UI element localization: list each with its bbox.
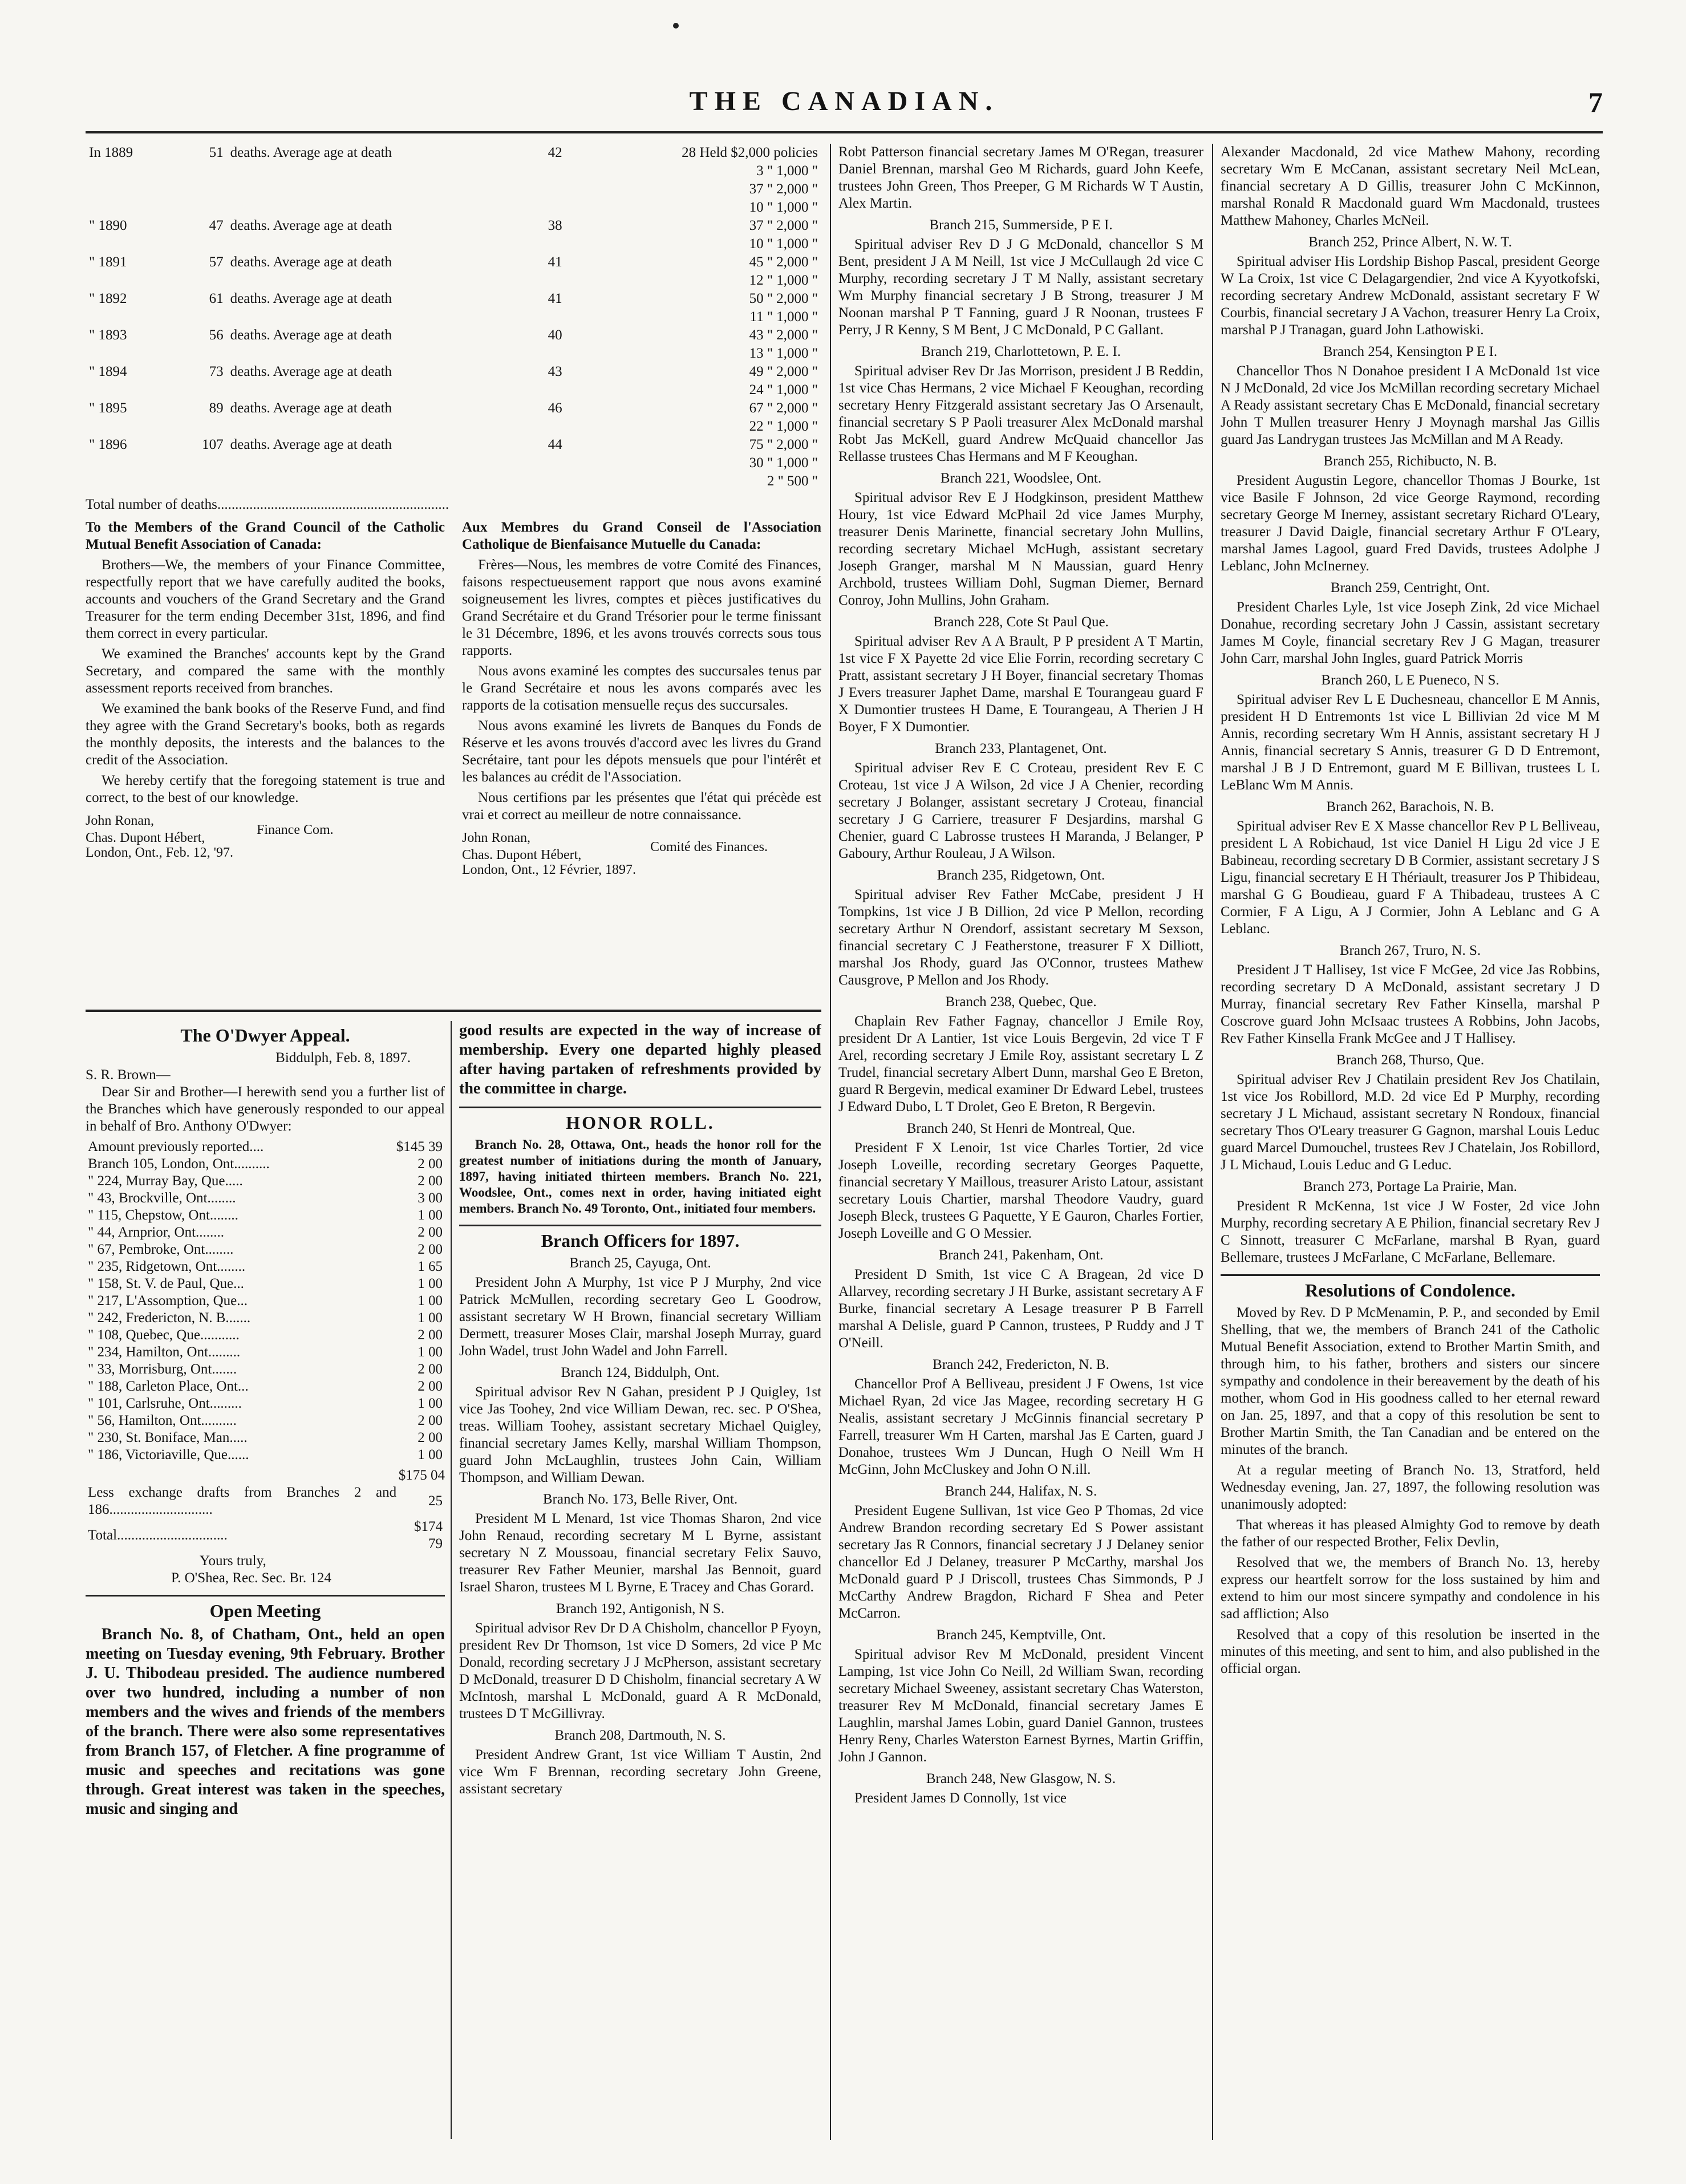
branch-officers: President Augustin Legore, chancellor Thomas J Bourke, 1st vice Basile F Johnson, 2d vice George Raymond, recording secretary George M Inerney, assistant secretary Richard O'Leary, treasurer J David Daigle, financial secretary Arthur F O'Leary, marshal James Lagool, guard Fred Davids, trustees Adolphe J Leblanc, John McInerney. [1221, 473, 1600, 574]
branch-officers: Chancellor Thos N Donahoe president I A McDonald 1st vice N J McDonald, 2d vice Jos McMillan recording secretary Michael A Ready assistant secretary Chas E McDonald, financial secretary John T Mullen treasurer Henry J Moynagh marshal Jas Gillis guard Jas Landrygan trustees Jas McMillan and M A Ready. [1221, 363, 1600, 447]
odwyer-dateline: Biddulph, Feb. 8, 1897. [275, 1050, 411, 1065]
report-para: Nous avons examiné les livrets de Banques du Fonds de Réserve et les avons trouvés d'accord avec les livres du Grand Secrétaire, tant pour les dépots mensuels que pour l'intérêt et les balances au crédit de l'Association. [462, 718, 821, 785]
donation-label: " 33, Morrisburg, Ont....... [88, 1362, 237, 1377]
condolence-para: That whereas it has pleased Almighty God to remove by death the father of our respected Brother, Felix Devlin, [1221, 1517, 1600, 1550]
donation-list [86, 1138, 445, 1464]
donation-label: " 188, Carleton Place, Ont... [88, 1379, 249, 1394]
odwyer-body: Dear Sir and Brother—I herewith send you a further list of the Branches which have generously responded to our appeal in behalf of Bro. Anthony O'Dwyer: [86, 1084, 445, 1134]
donation-label: " 108, Quebec, Que........... [88, 1327, 240, 1343]
stats-spacer [86, 235, 566, 253]
donation-row [86, 1241, 445, 1258]
section-rule [86, 1595, 445, 1597]
donation-label: " 234, Hamilton, Ont......... [88, 1344, 241, 1360]
finance-report-fr [462, 519, 821, 992]
stats-row [86, 399, 821, 418]
stats-policies: 75 " 2,000 " [749, 437, 818, 452]
branch-continued: Robt Patterson financial secretary James M O'Regan, treasurer Daniel Brennan, marshal Geo M Richards, guard John Keefe, trustees John Green, Thos Preeper, G M Richards W T Austin, Alex Martin. [838, 144, 1203, 211]
donation-value: 2 00 [418, 1173, 443, 1189]
column-rule [1212, 144, 1213, 2140]
branch-heading: Branch 273, Portage La Prairie, Man. [1303, 1179, 1517, 1194]
stats-spacer [86, 180, 566, 198]
stats-policies: 45 " 2,000 " [749, 254, 818, 270]
stats-deaths: 107 [202, 437, 224, 452]
branch-officers: President James D Connolly, 1st vice [854, 1790, 1067, 1806]
stats-spacer [86, 272, 566, 290]
stats-row [86, 253, 821, 272]
donation-label: " 67, Pembroke, Ont........ [88, 1242, 234, 1257]
donation-row [86, 1138, 445, 1156]
donation-label: " 235, Ridgetown, Ont........ [88, 1259, 246, 1274]
condolence-para: At a regular meeting of Branch No. 13, Stratford, held Wednesday evening, Jan. 27, 1897, the following resolution was unanimously adopted: [1221, 1462, 1600, 1512]
section-rule [1221, 1274, 1600, 1276]
stats-age-label: deaths. Average age at death [230, 291, 392, 306]
donation-value: 2 00 [418, 1379, 443, 1394]
stats-spacer [86, 454, 566, 472]
donation-row [86, 1224, 445, 1241]
stats-row [86, 363, 821, 381]
branch-heading: Branch 268, Thurso, Que. [1336, 1052, 1485, 1068]
stats-spacer [86, 418, 566, 436]
stats-deaths: 57 [209, 254, 224, 270]
branch-heading: Branch 240, St Henri de Montreal, Que. [906, 1121, 1136, 1136]
donation-row [86, 1412, 445, 1429]
donation-row [86, 1446, 445, 1464]
branch-heading: Branch No. 173, Belle River, Ont. [542, 1492, 738, 1507]
branch-heading: Branch 252, Prince Albert, N. W. T. [1308, 234, 1512, 250]
stats-age: 41 [548, 291, 562, 306]
officers-title: Branch Officers for 1897. [541, 1230, 740, 1251]
stats-spacer [86, 381, 566, 399]
donation-row [86, 1327, 445, 1344]
donation-row [86, 1378, 445, 1395]
drafts-value: 25 [428, 1493, 443, 1509]
branch-officers: President F X Lenoir, 1st vice Charles Tortier, 2d vice Joseph Loveille, recording secretary Georges Paquette, financial secretary Y Maillous, treasurer Aristo Latour, assistant secretary Louis Chartier, marshal Theodore Vaudry, guard Joseph Bleck, trustees G Paquette, Y E Gauron, Charles Fortier, Joseph Loveille and G O Messier. [838, 1140, 1203, 1241]
stats-deaths: 89 [209, 400, 224, 416]
open-meeting-title: Open Meeting [209, 1600, 321, 1621]
report-signature: John Ronan, Chas. Dupont Hébert, Finance Com. London, Ont., Feb. 12, '97. [86, 813, 334, 860]
donation-row [86, 1173, 445, 1190]
branch-continued: Alexander Macdonald, 2d vice Mathew Mahony, recording secretary Wm E McCanan, assistant secretary Neil McLean, financial secretary A D Gillis, treasurer John C McKinnon, marshal Ronald R Macdonald guard Wm Macdonald, trustees Matthew Mahoney, Charles McNeil. [1221, 144, 1600, 228]
donation-row [86, 1156, 445, 1173]
branch-heading: Branch 235, Ridgetown, Ont. [937, 868, 1105, 883]
branch-officers: Chancellor Prof A Belliveau, president J F Owens, 1st vice Michael Ryan, 2d vice Jas Magee, recording secretary H G Nealis, assistant secretary J McGinnis financial secretary P Farrell, treasurer Wm H Carten, marshal Jas E Carten, guard J Donahoe, trustees Wm J Duncan, Hugh O Neill Wm H McGinn, John McCluskey and John O N.ill. [838, 1376, 1203, 1477]
donation-label: " 217, L'Assomption, Que... [88, 1293, 248, 1308]
stats-policies: 24 " 1,000 " [749, 382, 818, 398]
stats-policies: 12 " 1,000 " [749, 273, 818, 288]
drafts-label: Less exchange drafts from Branches 2 and 186............................. [88, 1485, 397, 1517]
donation-value: 1 00 [418, 1293, 443, 1308]
donation-row [86, 1395, 445, 1412]
donation-label: Branch 105, London, Ont.......... [88, 1156, 270, 1172]
donation-label: " 44, Arnprior, Ont........ [88, 1225, 225, 1240]
report-para: We hereby certify that the foregoing statement is true and correct, to the best of our knowledge. [86, 773, 445, 805]
stats-row [86, 180, 821, 198]
column-2 [459, 1021, 821, 2139]
stats-age: 46 [548, 400, 562, 416]
stats-year: In 1889 [89, 145, 133, 160]
stats-age-label: deaths. Average age at death [230, 218, 392, 233]
branch-heading: Branch 221, Woodslee, Ont. [940, 471, 1102, 486]
stats-row [86, 381, 821, 399]
stats-policies: 37 " 2,000 " [749, 218, 818, 233]
donation-value: 2 00 [418, 1430, 443, 1445]
donation-row [86, 1310, 445, 1327]
stats-year: " 1893 [89, 327, 127, 343]
stats-policies: 3 " 1,000 " [756, 163, 818, 179]
donation-value: 2 00 [418, 1362, 443, 1377]
report-para: We examined the Branches' accounts kept by the Grand Secretary, and compared the same with the monthly assessment reports received from branches. [86, 646, 445, 696]
stats-year: " 1895 [89, 400, 127, 416]
section-rule [459, 1107, 821, 1108]
condolence-para: Resolved that a copy of this resolution be inserted in the minutes of this meeting, and sent to him, and also published in the official organ. [1221, 1627, 1600, 1676]
donation-label: " 186, Victoriaville, Que...... [88, 1447, 249, 1462]
open-meeting-continued: good results are expected in the way of increase of membership. Every one departed highly pleased after having partaken of refreshments provided by the committee in charge. [459, 1022, 821, 1097]
report-address: To the Members of the Grand Council of the Catholic Mutual Benefit Association of Canada: [86, 520, 445, 552]
donation-label: " 224, Murray Bay, Que..... [88, 1173, 243, 1189]
total-label: Total............................... [88, 1527, 228, 1543]
stats-policies: 50 " 2,000 " [749, 291, 818, 306]
stats-row [86, 472, 821, 491]
stats-age-label: deaths. Average age at death [230, 437, 392, 452]
donation-label: " 101, Carlsruhe, Ont......... [88, 1396, 242, 1411]
branch-heading: Branch 233, Plantagenet, Ont. [935, 741, 1107, 756]
branch-officers: Spiritual adviser Rev Dr Jas Morrison, president J B Reddin, 1st vice Chas Hermans, 2 vice Michael F Keoughan, recording secretary Henry Fitzgerald assistant secretary Jas O Arsenault, financial secretary S P Paoli treasurer Alex McDonald marshal Robt Jas McKell, guard Andrew McQuaid chancellor Jas Rellasse trustees Chas Hermans and M F Keoughan. [838, 363, 1203, 464]
stats-policies: 28 Held $2,000 policies [682, 145, 818, 160]
stats-row [86, 235, 821, 253]
branch-officers: Spiritual adviser Rev E C Croteau, president Rev E C Croteau, 1st vice J A Wilson, 2d vice J A Chenier, recording secretary J Bolanger, assistant secretary J Croteau, financial secretary J G Carriere, treasurer F Desjardins, marshal G Chenier, guard C Labrosse trustees H Maranda, J Belanger, P Gaboury, Arthur Rouleau, J A Wilson. [838, 760, 1203, 861]
stats-row [86, 326, 821, 345]
report-signature: John Ronan, Chas. Dupont Hébert, Comité des Finances. London, Ont., 12 Février, 1897. [462, 830, 768, 877]
branch-officers: President J T Hallisey, 1st vice F McGee, 2d vice Jas Robbins, recording secretary D A McDonald, assistant secretary J D Murray, financial secretary Rev Father Kinsella, marshal P Coscrove guard John McIsaac trustees A Robbins, John Jacobs, Rev Father Kinsella Frank McGee and J T Hallisey. [1221, 962, 1600, 1046]
death-stats-table [86, 144, 821, 491]
donation-value: 2 00 [418, 1156, 443, 1172]
branch-officers: Chaplain Rev Father Fagnay, chancellor J Emile Roy, president Dr A Lantier, 1st vice Louis Bergevin, 2d vice T F Arel, recording secretary J Emile Roy, assistant secretary L Z Trudel, financial secretary Albert Dunn, marshal Geo E Breton, guard R Bergevin, medical examiner Dr Edward Lebel, trustees J Edward Dubo, L T Drolet, Geo E Breton, R Bergevin. [838, 1014, 1203, 1115]
report-para: Nous avons examiné les comptes des succursales tenus par le Grand Secrétaire et nous les avons comparés avec les rapports de la cotisation mensuelle reçus des succursales. [462, 663, 821, 713]
stats-row [86, 308, 821, 326]
donation-row [86, 1344, 445, 1361]
stats-year: " 1896 [89, 437, 127, 452]
section-rule [86, 1010, 821, 1012]
stats-row [86, 436, 821, 454]
branch-heading: Branch 245, Kemptville, Ont. [936, 1627, 1106, 1643]
report-para: Frères—Nous, les membres de votre Comité des Finances, faisons respectueusement rapport que nous avons examiné soigneusement les livres, comptes et pièces justificatives du Grand Secrétaire et du Grand Trésorier pour le terme finissant le 31 Décembre, 1896, et les avons trouvés corrects sous tous rapports. [462, 557, 821, 658]
branch-officers: Spiritual advisor Rev M McDonald, president Vincent Lamping, 1st vice John Co Neill, 2d William Swan, recording secretary Michael Sweeney, assistant secretary Chas Waterston, treasurer Rev M McDonald, financial secretary James E Laughlin, marshal James Lobin, guard Daniel Gannon, trustees Henry Reny, Charles Waterston Earnest Byrnes, Martin Griffin, John J Gannon. [838, 1647, 1203, 1765]
page-header [86, 86, 1603, 131]
stats-deaths: 73 [209, 364, 224, 379]
branch-officers: President Charles Lyle, 1st vice Joseph Zink, 2d vice Michael Donahue, recording secretary John J Cassin, assistant secretary James M Coyle, financial secretary Rev J G Magan, treasurer John Carr, marshal John Ingles, guard Patrick Morris [1221, 599, 1600, 666]
donation-value: 2 00 [418, 1242, 443, 1257]
branch-heading: Branch 254, Kensington P E I. [1323, 344, 1498, 359]
death-statistics [86, 144, 821, 512]
donation-label: " 115, Chepstow, Ont........ [88, 1208, 238, 1223]
stats-age: 44 [548, 437, 562, 452]
stats-row [86, 217, 821, 235]
stats-deaths: 61 [209, 291, 224, 306]
total-value: $174 79 [414, 1519, 443, 1551]
report-address: Aux Membres du Grand Conseil de l'Association Catholique de Bienfaisance Mutuelle du Canada: [462, 520, 821, 552]
odwyer-subtotal: $175 04 [398, 1468, 445, 1483]
donation-label: " 158, St. V. de Paul, Que... [88, 1276, 244, 1291]
stats-policies: 2 " 500 " [767, 473, 818, 489]
branch-heading: Branch 219, Charlottetown, P. E. I. [921, 344, 1121, 359]
branch-heading: Branch 267, Truro, N. S. [1339, 943, 1481, 958]
report-para: We examined the bank books of the Reserve Fund, and find they agree with the Grand Secretary's books, both as regards the monthly deposits, the interests and the balances to the credit of the Association. [86, 701, 445, 768]
condolence-para: Resolved that we, the members of Branch No. 13, hereby express our heartfelt sorrow for the loss sustained by him and extend to him our most sincere sympathy and condolence in his sad affliction; Also [1221, 1555, 1600, 1622]
stats-row [86, 290, 821, 308]
donation-value: 1 00 [418, 1344, 443, 1360]
branch-heading: Branch 255, Richibucto, N. B. [1323, 453, 1497, 469]
branch-heading: Branch 260, L E Pueneco, N S. [1321, 672, 1499, 688]
stats-row [86, 198, 821, 217]
stats-spacer [86, 198, 566, 217]
stats-policies: 37 " 2,000 " [749, 181, 818, 197]
branch-officers: President Andrew Grant, 1st vice William T Austin, 2nd vice Wm F Brennan, recording secretary John Greene, assistant secretary [459, 1747, 821, 1797]
stats-deaths: 47 [209, 218, 224, 233]
branch-officers: Spiritual adviser Rev E X Masse chancellor Rev P L Belliveau, president L A Robichaud, 1st vice Daniel H Ligu 2d vice J E Babineau, recording secretary D B Cormier, assistant secretary J S Ligu, financial secretary E H Thériault, treasurer Jos P Thibideau, marshal G G Boudieau, guard F A Thibadeau, trustees A C Cormier, F A Ligu, A J Cormier, John A Leblanc and G A Leblanc. [1221, 819, 1600, 937]
stats-age-label: deaths. Average age at death [230, 254, 392, 270]
stats-age: 38 [548, 218, 562, 233]
branch-officers: Spiritual advisor Rev N Gahan, president P J Quigley, 1st vice Jas Toohey, 2nd vice William Dewan, rec. sec. P O'Shea, treas. William Toohey, assistant secretary Michael Quigley, financial secretary James Kelly, marshal William Thompson, guard John McLaughlin, trustees John Cain, William Thompson, and William Dewan. [459, 1384, 821, 1485]
donation-row [86, 1292, 445, 1310]
odwyer-appeal [86, 1021, 445, 2139]
branch-officers: Spiritual adviser Rev Father McCabe, president J H Tompkins, 1st vice J B Dillion, 2d vice P Mellon, recording secretary Arthur N Orendorf, assistant secretary M Sexson, financial secretary C J Featherstone, treasurer F X Dilliott, marshal Jos Rhody, guard Jas O'Connor, trustees Mathew Causgrove, P Mellon and Jos Rhody. [838, 887, 1203, 988]
ink-dot [673, 23, 679, 29]
donation-value: 1 00 [418, 1447, 443, 1462]
stats-policies: 30 " 1,000 " [749, 455, 818, 471]
stats-year: " 1891 [89, 254, 127, 270]
branch-heading: Branch 241, Pakenham, Ont. [938, 1247, 1104, 1263]
donation-label: " 242, Fredericton, N. B....... [88, 1310, 251, 1326]
stats-age-label: deaths. Average age at death [230, 400, 392, 416]
branch-officers: Spiritual advisor Rev E J Hodgkinson, president Matthew Houry, 1st vice Edward McPhail 2d vice James Murphy, treasurer Denis Marinette, financial secretary John Mullins, recording secretary Michael McHugh, assistant secretary Joseph Granger, marshal M N Maussian, guard Henry Archbold, trustees William Dohl, Sugman Diemer, Bernard Conroy, John Mullins, John Graham. [838, 490, 1203, 608]
report-para: Brothers—We, the members of your Finance Committee, respectfully report that we have carefully audited the books, accounts and vouchers of the Grand Secretary and the Grand Treasurer for the term ending December 31st, 1896, and find them correct in every particular. [86, 557, 445, 641]
stats-row [86, 418, 821, 436]
donation-value: 3 00 [418, 1190, 443, 1206]
stats-age: 41 [548, 254, 562, 270]
newspaper-title: THE CANADIAN. [689, 86, 999, 116]
branch-heading: Branch 192, Antigonish, N S. [556, 1601, 725, 1616]
section-rule [459, 1225, 821, 1226]
stats-row [86, 454, 821, 472]
branch-officers: President D Smith, 1st vice C A Bragean, 2d vice D Allarvey, recording secretary J H Burke, assistant secretary A F Burke, financial secretary A Lesage treasurer P B Farrell marshal A Delisle, guard P Cannon, trustees, P Ruddy and J T O'Neill. [838, 1267, 1203, 1351]
branch-officers: Spiritual advisor Rev Dr D A Chisholm, chancellor P Fyoyn, president Rev Dr Thomson, 1st vice D Somers, 2d vice P Mc Donald, recording secretary J J McPherson, assistant secretary D McDonald, treasurer D D Chisholm, financial secretary A W McIntosh, marshal L McDonald, guard A R McDonald, trustees D T McGillivray. [459, 1620, 821, 1721]
odwyer-title: The O'Dwyer Appeal. [180, 1025, 350, 1046]
stats-deaths: 56 [209, 327, 224, 343]
stats-age: 42 [548, 145, 562, 160]
branch-heading: Branch 262, Barachois, N. B. [1326, 799, 1494, 815]
branch-heading: Branch 248, New Glasgow, N. S. [926, 1771, 1116, 1786]
header-rule [86, 131, 1603, 133]
donation-label: " 230, St. Boniface, Man..... [88, 1430, 248, 1445]
branch-officers: Spiritual adviser Rev L E Duchesneau, chancellor E M Annis, president H D Entremonts 1st vice L Billivian 2d vice M M Annis, recording secretary Wm H Annis, assistant secretary H J Annis, financial secretary S Annis, treasurer G D D Entremont, marshal J B J D Entremont, guard M E Billivan, trustees L L LeBlanc Wm M Annis. [1221, 692, 1600, 793]
donation-row [86, 1275, 445, 1292]
stats-spacer [86, 345, 566, 363]
branch-heading: Branch 228, Cote St Paul Que. [933, 614, 1109, 630]
branch-officers: Spiritual adviser Rev D J G McDonald, chancellor S M Bent, president J A M Neill, 1st vice J McCullaugh 2d vice C Murphy, recording secretary J T M Nally, assistant secretary Wm Murphy financial secretary J B Strong, treasurer J M Noonan marshal P T Fanning, guard J R Noonan, trustees F Perry, J R Kenny, S M Bent, J C McDonald, P C Gallant. [838, 237, 1203, 338]
stats-row [86, 345, 821, 363]
donation-row [86, 1429, 445, 1446]
column-rule [451, 1021, 452, 2139]
donation-value: $145 39 [396, 1139, 443, 1154]
stats-policies: 22 " 1,000 " [749, 419, 818, 434]
stats-policies: 10 " 1,000 " [749, 236, 818, 252]
odwyer-signature: P. O'Shea, Rec. Sec. Br. 124 [171, 1570, 331, 1586]
branch-heading: Branch 259, Centright, Ont. [1330, 580, 1490, 595]
branch-officers: President John A Murphy, 1st vice P J Murphy, 2nd vice Patrick McMullen, recording secretary Geo L Goodrow, assistant secretary W H Brown, financial secretary William Dermett, treasurer Moses Clair, marshal Joseph Murray, guard John Wadel, trust John Wadel and John Farrell. [459, 1275, 821, 1359]
stats-policies: 13 " 1,000 " [749, 346, 818, 361]
condolence-para: Moved by Rev. D P McMenamin, P. P., and seconded by Emil Shelling, that we, the members of Branch 241 of the Catholic Mutual Benefit Association, extend to Brother Martin Smith, and through him, to his father, brothers and sisters our sincere sympathy and condolence in their bereavement by the death of his mother, whom God in His goodness called to her eternal reward on Jan. 25, 1897, and that a copy of this resolution be sent to Brother Martin Smith, the Tan Canadian and be entered on the minutes of the branch. [1221, 1305, 1600, 1457]
donation-adjustments [86, 1484, 445, 1553]
stats-policies: 10 " 1,000 " [749, 200, 818, 215]
stats-row [86, 162, 821, 180]
column-4 [1221, 144, 1600, 2140]
branch-heading: Branch 244, Halifax, N. S. [945, 1484, 1097, 1499]
stats-year: " 1890 [89, 218, 127, 233]
column-rule [830, 144, 831, 2140]
stats-age-label: deaths. Average age at death [230, 327, 392, 343]
branch-officers: President R McKenna, 1st vice J W Foster, 2d vice John Murphy, recording secretary A E Philion, financial secretary Rev J C Sinnott, treasurer C McFarlane, marshal B Ryan, guard Bellemare, trustees J McFarlane, C McFarlane, Bellemare. [1221, 1198, 1600, 1265]
branch-officers: President Eugene Sullivan, 1st vice Geo P Thomas, 2d vice Andrew Brandon recording secretary Ed S Power assistant secretary Jas R Connors, financial secretary J J Delaney senior chancellor Ed J Delaney, treasurer P McCarthy, marshal Jos McDonald guard P J Driscoll, trustees Chas Simmonds, P J McCarthy Andrew Bragdon, Richard F Shea and Peter McCarron. [838, 1503, 1203, 1621]
condolence-title: Resolutions of Condolence. [1305, 1280, 1515, 1300]
donation-value: 1 00 [418, 1208, 443, 1223]
donation-label: Amount previously reported.... [88, 1139, 264, 1154]
branch-heading: Branch 215, Summerside, P E I. [929, 217, 1113, 233]
branch-heading: Branch 242, Fredericton, N. B. [933, 1357, 1109, 1372]
stats-age: 40 [548, 327, 562, 343]
donation-value: 2 00 [418, 1327, 443, 1343]
branch-heading: Branch 238, Quebec, Que. [945, 994, 1097, 1010]
donation-value: 1 00 [418, 1396, 443, 1411]
donation-value: 1 00 [418, 1276, 443, 1291]
stats-policies: 43 " 2,000 " [749, 327, 818, 343]
branch-officers: Spiritual adviser Rev A A Brault, P P president A T Martin, 1st vice F X Payette 2d vice Elie Forrin, recording secretary C Pratt, assistant secretary J H Boyer, financial secretary Thomas J Evers treasurer Japhet Dame, marshal E Tourangeau guard F X Dumontier trustees H Dame, E Tourangeau, A Therien J H Boyer, F X Dumontier. [838, 634, 1203, 735]
odwyer-salutation: S. R. Brown— [86, 1067, 171, 1083]
branch-heading: Branch 208, Dartmouth, N. S. [554, 1728, 726, 1743]
branch-heading: Branch 25, Cayuga, Ont. [569, 1255, 711, 1271]
branch-officers: Spiritual adviser His Lordship Bishop Pascal, president George W La Croix, 1st vice C Delagargendier, 2nd vice A Kyyotkofski, recording secretary Andrew McDonald, assistant secretary F W Courbis, financial secretary J A Vachon, treasurer Henry La Croix, marshal P J Tranagan, guard John Lathowiski. [1221, 254, 1600, 338]
donation-label: " 56, Hamilton, Ont.......... [88, 1413, 237, 1428]
branch-officers: President M L Menard, 1st vice Thomas Sharon, 2nd vice John Renaud, recording secretary M L Byrne, assistant secretary N Z Moussoau, financial secretary Felix Sauvo, treasurer Rev Father Meunier, marshal Jas Bennoit, guard Israel Sharon, trustees M L Byrne, E Tracey and Chas Gorard. [459, 1511, 821, 1595]
stats-spacer [86, 472, 566, 491]
honor-roll-body: Branch No. 28, Ottawa, Ont., heads the honor roll for the greatest number of initiations during the month of January, 1897, having initiated thirteen members. Branch No. 221, Woodslee, Ont., comes next in order, having initiated eight members. Branch No. 49 Toronto, Ont., initiated four members. [459, 1137, 821, 1215]
donation-label: " 43, Brockville, Ont........ [88, 1190, 236, 1206]
report-para: Nous certifions par les présentes que l'état qui précède est vrai et correct au meilleur de notre connaissance. [462, 790, 821, 822]
odwyer-closing: Yours truly, [200, 1553, 266, 1569]
donation-value: 2 00 [418, 1225, 443, 1240]
stats-row [86, 144, 821, 162]
stats-year: " 1892 [89, 291, 127, 306]
donation-value: 1 00 [418, 1310, 443, 1326]
stats-age: 43 [548, 364, 562, 379]
stats-policies: 67 " 2,000 " [749, 400, 818, 416]
total-deaths-en: Total number of deaths................................................................. [86, 497, 449, 512]
donation-value: 1 65 [418, 1259, 443, 1274]
donation-row [86, 1361, 445, 1378]
branch-heading: Branch 124, Biddulph, Ont. [561, 1365, 720, 1380]
honor-roll-title: HONOR ROLL. [566, 1112, 715, 1133]
donation-row [86, 1258, 445, 1275]
page-number: 7 [1588, 86, 1603, 118]
column-3 [838, 144, 1203, 2140]
donation-value: 2 00 [418, 1413, 443, 1428]
open-meeting-body: Branch No. 8, of Chatham, Ont., held an open meeting on Tuesday evening, 9th February. Brother J. U. Thibodeau presided. The audience numbered over two hundred, including a number of non members and the wives and friends of the members of the branch. There were also some representatives from Branch 157, of Fletcher. A fine programme of music and speeches and recitations was gone through. Great interest was taken in the speeches, music and singing and [86, 1626, 445, 1818]
branch-officers: Spiritual adviser Rev J Chatilain president Rev Jos Chatilain, 1st vice Jos Robillord, M.D. 2d vice Ed P Murphy, recording secretary J L Michaud, assistant secretary N Rondoux, financial secretary Thos O'Leary treasurer G Gagnon, marshal Louis Leduc guard Marcel Dumouchel, trustees Rev J Chatelain, Jos Robillord, J L Michaud, Louis Leduc and G Leduc. [1221, 1072, 1600, 1173]
stats-policies: 11 " 1,000 " [749, 309, 818, 325]
stats-policies: 49 " 2,000 " [749, 364, 818, 379]
donation-row [86, 1207, 445, 1224]
stats-spacer [86, 162, 566, 180]
stats-age-label: deaths. Average age at death [230, 145, 392, 160]
finance-report-en [86, 519, 445, 992]
donation-row [86, 1190, 445, 1207]
stats-spacer [86, 308, 566, 326]
stats-row [86, 272, 821, 290]
stats-deaths: 51 [209, 145, 224, 160]
stats-age-label: deaths. Average age at death [230, 364, 392, 379]
stats-year: " 1894 [89, 364, 127, 379]
